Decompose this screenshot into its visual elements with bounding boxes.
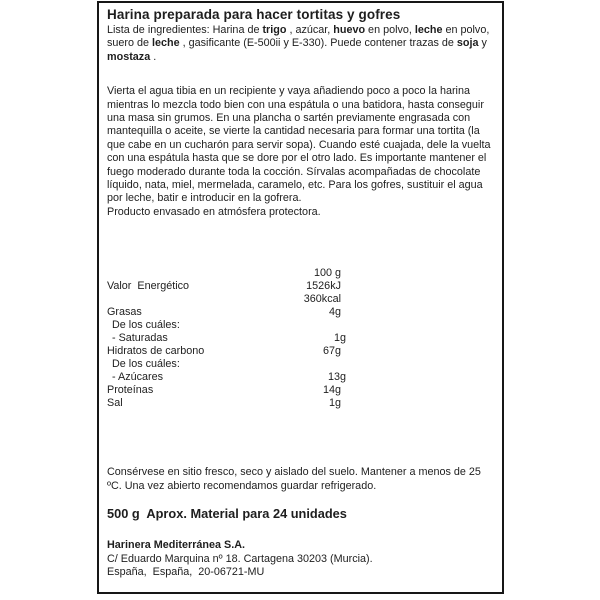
ingredient-segment: , azúcar,: [286, 24, 334, 36]
manufacturer-address: C/ Eduardo Marquina nº 18. Cartagena 30203 (Murcia).: [107, 552, 373, 565]
ingredient-allergen: huevo: [333, 24, 366, 36]
ingredient-segment: y: [478, 37, 487, 50]
nutrition-row-label: De los cuáles:: [112, 319, 180, 332]
nutrition-row: [107, 358, 496, 371]
nutrition-row-value: [284, 319, 346, 332]
manufacturer-block: [107, 539, 496, 579]
nutrition-row-label: - Azúcares: [112, 371, 164, 384]
preparation-instructions: Vierta el agua tibia en un recipiente y vaya añadiendo poco a poco la harina mientras lo mezcla todo bien con una espátula o una batidora, hasta conseguir una masa sin grumos. En una plancha o sartén previamente engrasada con mantequilla o aceite, se vierte la cantidad necesaria para formar una tortita (la que cabe en un cucharón para servir sopa). Cuando esté cuajada, dele la vuelta con una espátula hasta que se dore por el otro lado. Es importante mantener el fuego moderado durante toda la cocción. Sírvalas acompañadas de chocolate líquido, nata, miel, mermelada, caramelo, etc. Para los gofres, sustituir el agua por leche, batir e introducir en la gofrera.: [107, 85, 491, 205]
ingredient-segment: en polvo,: [365, 24, 415, 36]
nutrition-row-label: Grasas: [107, 306, 142, 319]
nutrition-row-value: 14g: [322, 384, 341, 397]
nutrition-row-value: 4g: [328, 306, 341, 319]
nutrition-row-value: 1526kJ: [306, 280, 341, 293]
nutrition-row-label: Hidratos de carbono: [107, 345, 205, 358]
nutrition-row-value: 1g: [328, 397, 341, 410]
ingredient-segment: .: [150, 50, 157, 63]
nutrition-row-value: 13g: [327, 371, 346, 384]
nutrition-row-label: [107, 293, 279, 306]
nutrition-row: [107, 306, 496, 319]
nutrition-row-label: Sal: [107, 397, 123, 410]
manufacturer-name: Harinera Mediterránea S.A.: [107, 539, 246, 552]
nutrition-row: [107, 371, 496, 384]
nutrition-row-value: 1g: [333, 332, 346, 345]
nutrition-row-value: [284, 358, 346, 371]
nutrition-table: [107, 267, 496, 410]
ingredient-allergen: soja: [456, 37, 479, 50]
ingredient-segment: en polvo, suero de: [107, 24, 490, 50]
nutrition-row: [107, 384, 496, 397]
ingredient-segment: , gasificante (E-500ii y E-330). Puede contener trazas de: [179, 37, 457, 50]
nutrition-header-spacer: [107, 267, 279, 280]
ingredient-allergen: leche: [414, 24, 443, 36]
packaging-note: Producto envasado en atmósfera protectora.: [107, 205, 321, 218]
nutrition-row: [107, 397, 496, 410]
nutrition-row: [107, 293, 496, 306]
nutrition-row-value: 67g: [322, 345, 341, 358]
product-title: Harina preparada para hacer tortitas y gofres: [107, 7, 401, 22]
nutrition-row-label: Valor Energético: [107, 280, 190, 293]
nutrition-row-label: - Saturadas: [112, 332, 168, 345]
product-label: [97, 1, 504, 594]
ingredient-allergen: mostaza: [107, 50, 151, 63]
nutrition-row: [107, 280, 496, 293]
nutrition-row: [107, 319, 496, 332]
net-weight-line: 500 g Aprox. Material para 24 unidades: [107, 506, 347, 522]
ingredient-allergen: leche: [152, 37, 180, 50]
ingredient-allergen: trigo: [262, 24, 287, 36]
storage-instructions: Consérvese en sitio fresco, seco y aislado del suelo. Mantener a menos de 25 ºC. Una vez abierto recomendamos guardar refrigerado.: [107, 466, 481, 492]
nutrition-row-value: 360kcal: [303, 293, 341, 306]
manufacturer-registration: España, España, 20-06721-MU: [107, 565, 265, 578]
nutrition-row-label: Proteínas: [107, 384, 154, 397]
ingredients-text: [107, 24, 496, 64]
nutrition-row: [107, 345, 496, 358]
nutrition-row: [107, 332, 496, 345]
nutrition-rows: [107, 280, 496, 410]
nutrition-row-label: De los cuáles:: [112, 358, 180, 371]
nutrition-column-header: 100 g: [313, 267, 341, 280]
nutrition-header-row: [107, 267, 496, 280]
ingredient-segment: Lista de ingredientes: Harina de: [107, 24, 263, 36]
